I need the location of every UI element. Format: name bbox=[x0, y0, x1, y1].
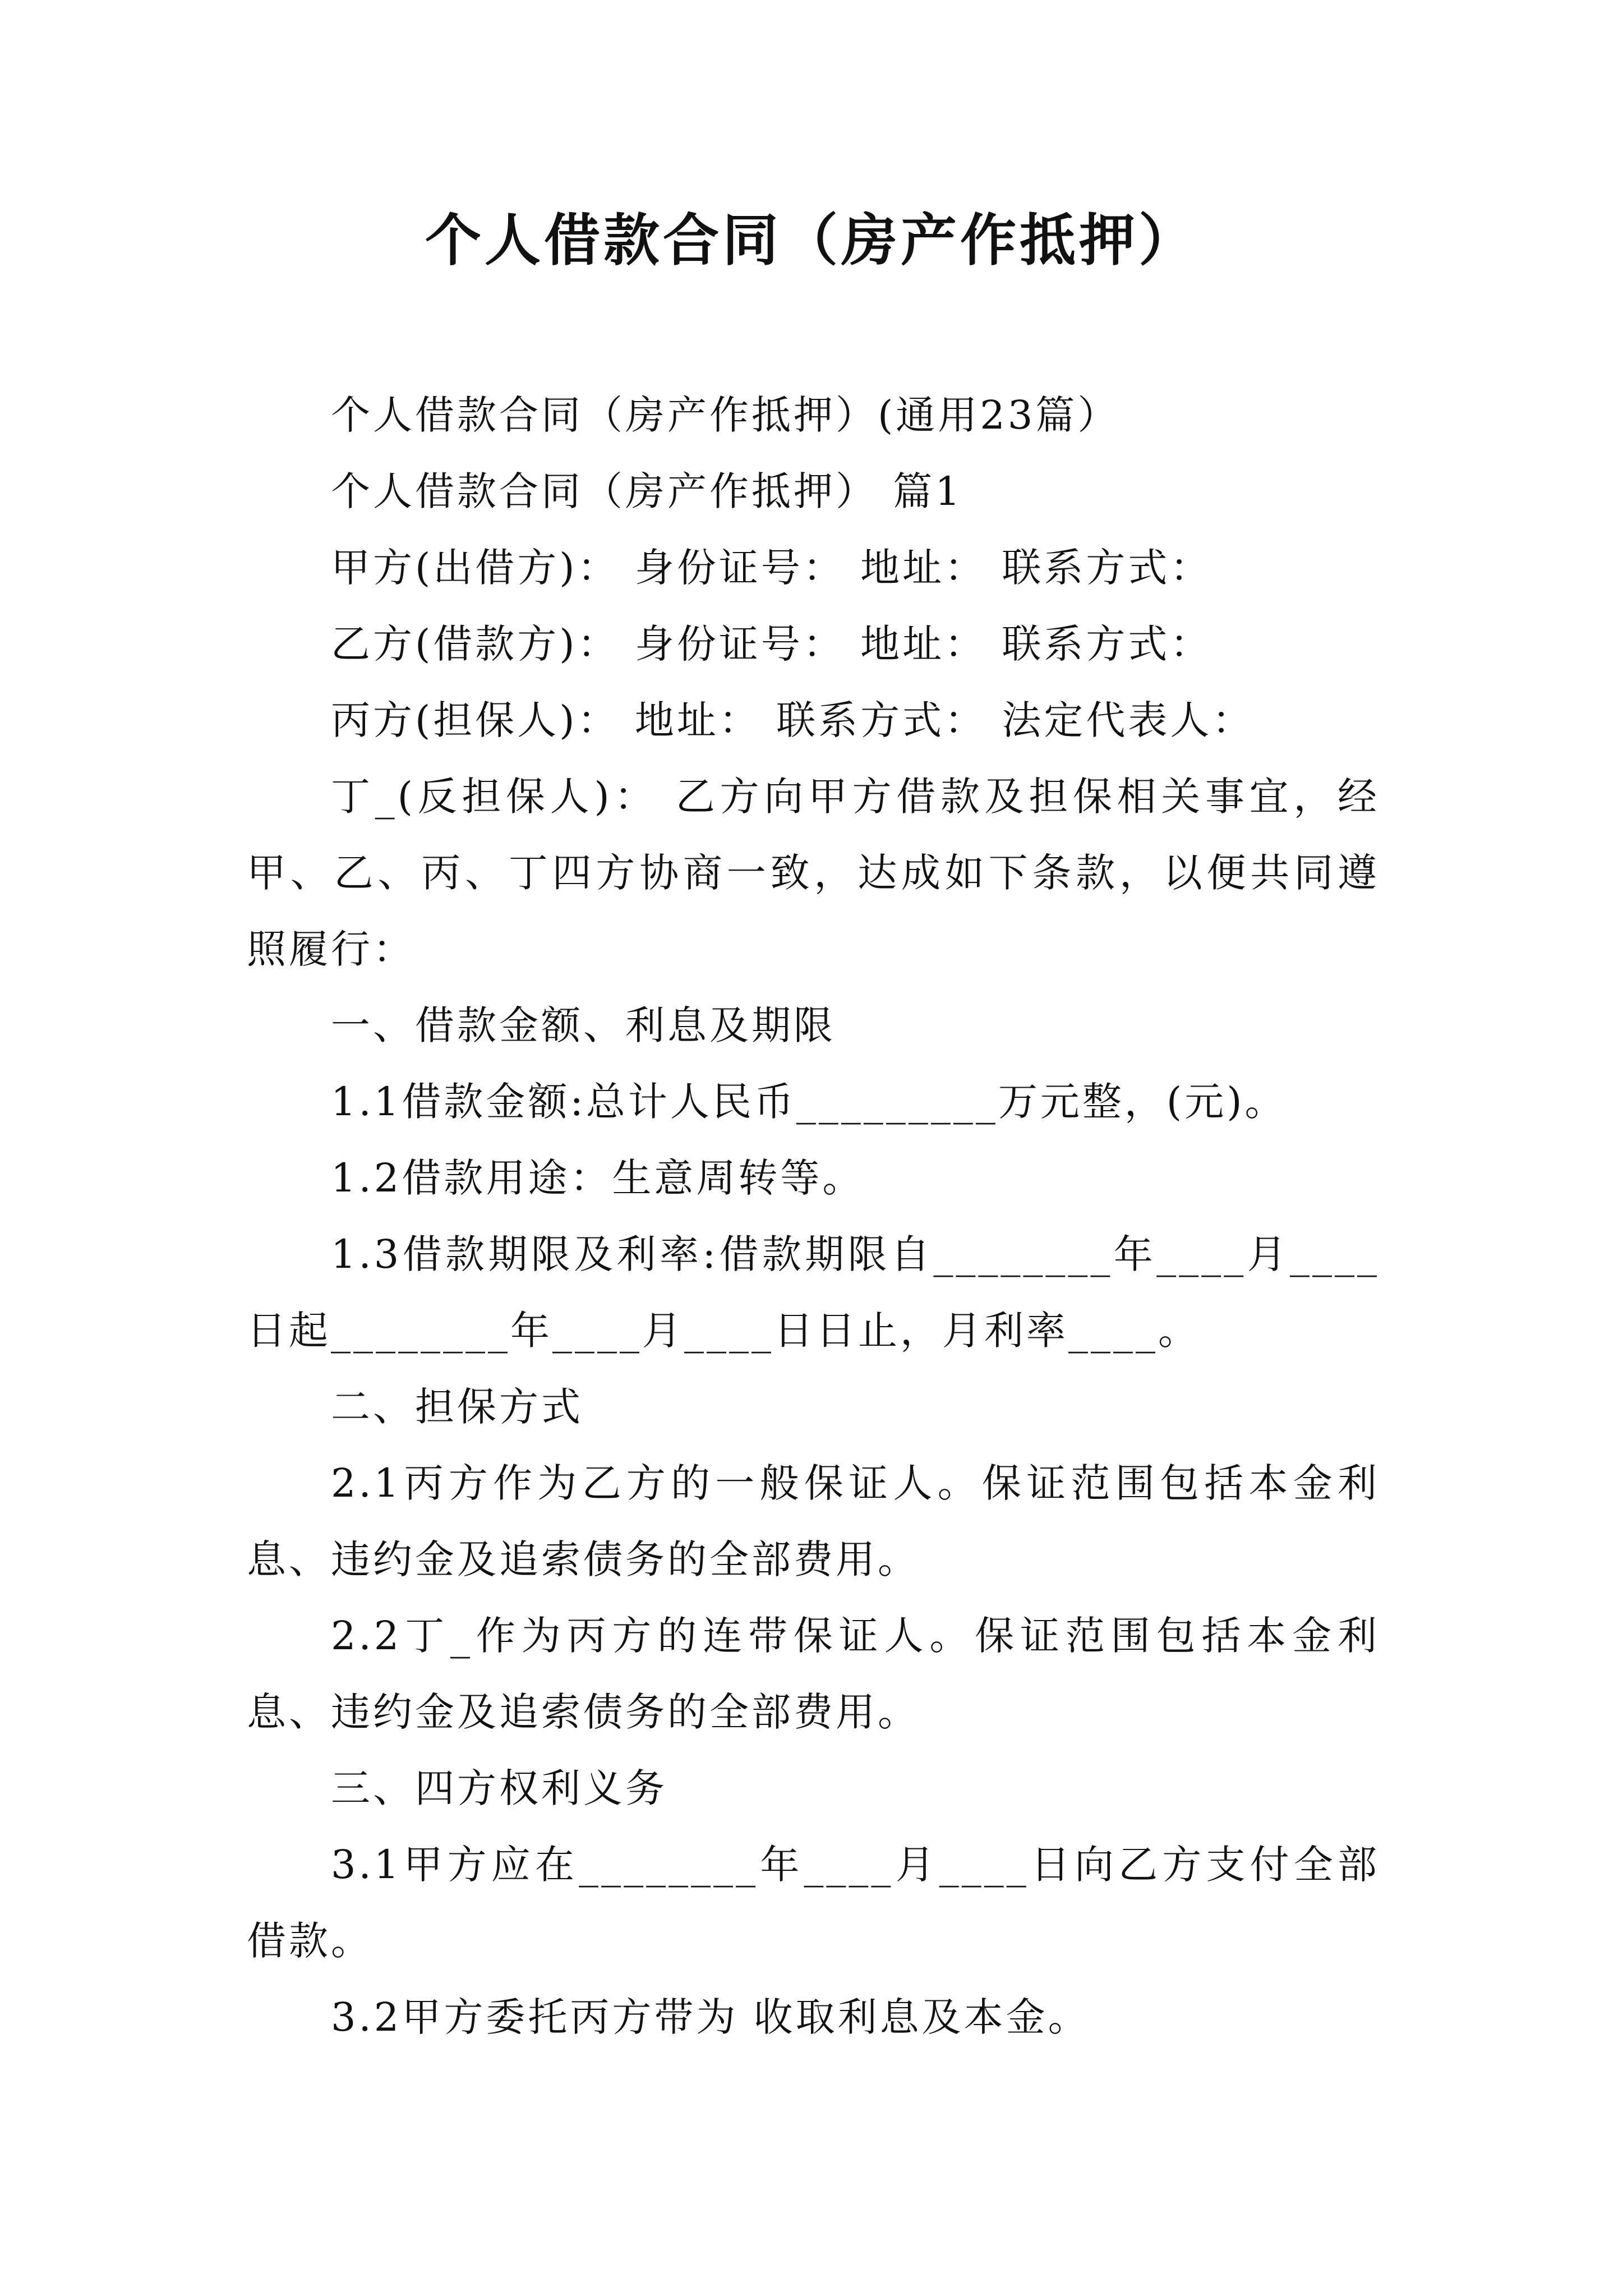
paragraph-party-a: 甲方(出借方)： 身份证号： 地址： 联系方式： bbox=[331, 545, 1212, 591]
clause-2-2: 2.2丁_作为丙方的连带保证人。保证范围包括本金利息、违约金及追索债务的全部费用。 bbox=[247, 1613, 1380, 1735]
section-heading-2: 二、担保方式 bbox=[331, 1384, 583, 1430]
clause-3-2: 3.2甲方委托丙方带为 收取利息及本金。 bbox=[331, 1994, 1090, 2040]
section-heading-3: 三、四方权利义务 bbox=[331, 1765, 667, 1811]
clause-1-3: 1.3借款期限及利率:借款期限自________年____月____日起________年____月____日日止，月利率____。 bbox=[247, 1231, 1380, 1354]
paragraph-article-heading: 个人借款合同（房产作抵押） 篇1 bbox=[331, 468, 963, 514]
section-heading-1: 一、借款金额、利息及期限 bbox=[331, 1002, 836, 1048]
document-body bbox=[247, 377, 1380, 2055]
paragraph-party-c: 丙方(担保人)： 地址： 联系方式： 法定代表人： bbox=[331, 697, 1255, 743]
clause-1-2: 1.2借款用途：生意周转等。 bbox=[331, 1155, 865, 1201]
paragraph-party-d: 丁_(反担保人)： 乙方向甲方借款及担保相关事宜，经甲、乙、丙、丁四方协商一致，达成如下条款，以便共同遵照履行： bbox=[247, 774, 1380, 972]
clause-2-1: 2.1丙方作为乙方的一般保证人。保证范围包括本金利息、违约金及追索债务的全部费用。 bbox=[247, 1460, 1380, 1582]
paragraph-collection-heading: 个人借款合同（房产作抵押）(通用23篇） bbox=[331, 392, 1120, 438]
paragraph-party-b: 乙方(借款方)： 身份证号： 地址： 联系方式： bbox=[331, 621, 1212, 667]
clause-1-1: 1.1借款金额:总计人民币_________万元整，(元)。 bbox=[331, 1079, 1287, 1125]
document-title: 个人借款合同（房产作抵押） bbox=[425, 207, 1198, 273]
clause-3-1: 3.1甲方应在________年____月____日向乙方支付全部借款。 bbox=[247, 1842, 1380, 1964]
